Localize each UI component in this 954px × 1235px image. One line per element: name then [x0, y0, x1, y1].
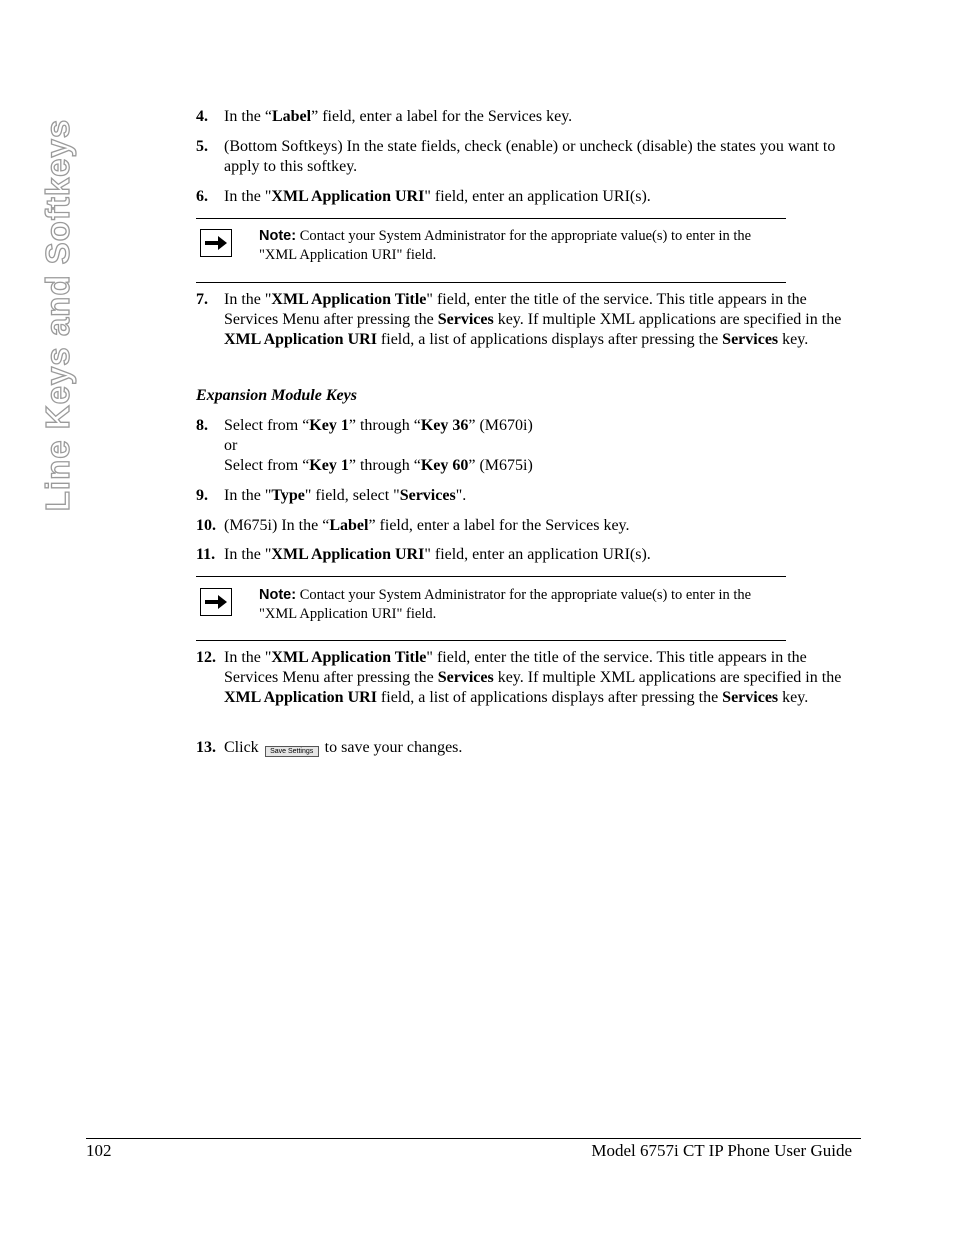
section-heading: Expansion Module Keys: [196, 387, 357, 404]
step-text: In the "XML Application Title" field, enter the title of the service. This title appears in the Services Menu after pressing the Services key. If multiple XML applications are specified in the XML Application URI field, a list of applications displays after pressing the Services key.: [224, 291, 842, 348]
step-text: In the "XML Application URI" field, enter an application URI(s).: [224, 188, 651, 205]
step-text: Select from “Key 1” through “Key 36” (M670i) or Select from “Key 1” through “Key 60” (M675i): [224, 417, 533, 474]
step-9: [196, 486, 856, 506]
note-text: Note: Contact your System Administrator for the appropriate value(s) to enter in the "XML Application URI" field.: [259, 587, 752, 622]
arrow-right-icon: [200, 588, 232, 616]
footer-title: Model 6757i CT IP Phone User Guide: [591, 1141, 852, 1160]
step-number: 9.: [196, 487, 208, 504]
step-13: [196, 738, 856, 758]
step-number: 10.: [196, 517, 216, 534]
side-tab-label: Line Keys and Softkeys: [39, 118, 76, 512]
step-11: [196, 545, 856, 565]
note-bottom-rule: [196, 640, 786, 641]
step-8: [196, 416, 856, 476]
step-number: 5.: [196, 138, 208, 155]
step-7: [196, 290, 856, 350]
note-bottom-rule: [196, 282, 786, 283]
save-settings-button-image: Save Settings: [265, 746, 319, 757]
arrow-right-icon: [200, 229, 232, 257]
step-number: 8.: [196, 417, 208, 434]
note-text: Note: Contact your System Administrator for the appropriate value(s) to enter in the "XML Application URI" field.: [259, 228, 752, 263]
note-label: Note:: [259, 228, 297, 244]
step-6: [196, 187, 856, 207]
step-number: 12.: [196, 649, 216, 666]
step-text: (Bottom Softkeys) In the state fields, check (enable) or uncheck (disable) the states you want to apply to this softkey.: [224, 138, 836, 175]
step-number: 13.: [196, 739, 216, 756]
step-number: 7.: [196, 291, 208, 308]
step-number: 11.: [196, 546, 216, 563]
note-top-rule: [196, 576, 786, 577]
step-text: (M675i) In the “Label” field, enter a label for the Services key.: [224, 517, 630, 534]
step-5: [196, 137, 856, 177]
step-10: [196, 516, 856, 536]
step-12: [196, 648, 856, 708]
step-text: In the "Type" field, select "Services".: [224, 487, 467, 504]
note-top-rule: [196, 218, 786, 219]
step-text: In the "XML Application URI" field, enter an application URI(s).: [224, 546, 651, 563]
step-4: [196, 107, 856, 127]
page-number: 102: [86, 1141, 112, 1160]
step-text: In the “Label” field, enter a label for the Services key.: [224, 108, 573, 125]
step-number: 4.: [196, 108, 208, 125]
step-number: 6.: [196, 188, 208, 205]
step-text: In the "XML Application Title" field, enter the title of the service. This title appears in the Services Menu after pressing the Services key. If multiple XML applications are specified in the XML Application URI field, a list of applications displays after pressing the Services key.: [224, 649, 842, 706]
note-label: Note:: [259, 587, 297, 603]
footer-rule: [86, 1138, 861, 1139]
step-text: Click Save Settings to save your changes.: [224, 739, 463, 756]
side-tab: [38, 110, 78, 520]
